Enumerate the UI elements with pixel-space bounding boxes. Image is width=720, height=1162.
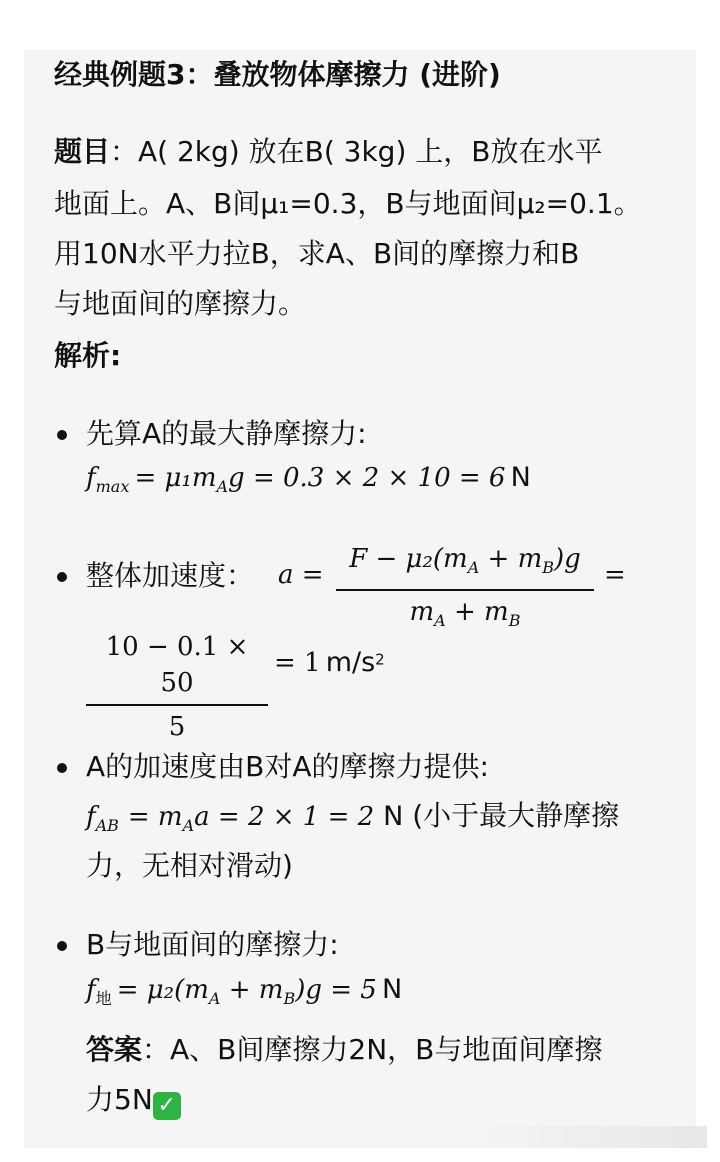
formula-fmax: $f_{max} = \mu_1m_Ag = 0.3 \times 2 \times 10 = 6$ N <box>86 462 531 496</box>
bullet-dot <box>57 941 67 951</box>
bullet-dot <box>57 430 67 440</box>
formula-a-result: = 1 $m/s^2$ <box>274 647 385 678</box>
problem-label: 题目 <box>54 135 111 168</box>
bullet-text-1: 先算A的最大静摩擦力: <box>86 417 367 450</box>
bullet-dot <box>57 572 67 582</box>
formula-a-lhs: a = <box>278 560 324 590</box>
answer-line-2: 力5N ✓ <box>86 1080 181 1120</box>
fraction-bar <box>336 589 594 591</box>
analysis-label: 解析: <box>54 339 122 372</box>
bullet-text-3: A的加速度由B对A的摩擦力提供: <box>86 750 489 783</box>
bullet-text-4: B与地面间的摩擦力: <box>86 928 339 961</box>
fraction-denominator: $m_A + m_B$ <box>409 597 521 630</box>
answer-label: 答案 <box>86 1033 143 1066</box>
check-icon: ✓ <box>153 1092 181 1120</box>
page-title: 经典例题3：叠放物体摩擦力 (进阶) <box>54 58 501 91</box>
problem-line-3: 用10N水平力拉B，求A、B间的摩擦力和B <box>54 237 580 270</box>
bullet-dot <box>57 763 67 773</box>
fraction-numerator-2: 10 − 0.1 × 50 <box>105 632 249 698</box>
problem-line-2: 地面上。A、B间μ₁=0.3，B与地面间μ₂=0.1。 <box>54 187 642 220</box>
answer-line-1: 答案：A、B间摩擦力2N，B与地面间摩擦 <box>86 1033 603 1066</box>
problem-line-4: 与地面间的摩擦力。 <box>54 287 307 320</box>
bottom-fade-bar <box>462 1126 707 1148</box>
fraction-numeric <box>86 629 268 745</box>
formula-fground: $f_地 = \mu_2(m_A + m_B)g = 5$ N <box>86 974 403 1008</box>
bullet-text-2: 整体加速度： <box>86 559 255 592</box>
formula-fab-note: 力，无相对滑动) <box>86 849 293 882</box>
fraction-numerator: $F - \mu_2(m_A + m_B)g$ <box>349 544 581 577</box>
formula-fab: $f_{AB} = m_Aa = 2 \times 1 = 2$ N (小于最大静摩擦 <box>86 799 620 835</box>
fraction-bar-2 <box>86 704 268 706</box>
fraction-acceleration <box>336 541 594 639</box>
formula-equals: = <box>604 560 626 590</box>
problem-line-1: 题目：A( 2kg) 放在B( 3kg) 上，B放在水平 <box>54 135 603 168</box>
fraction-denominator-2: 5 <box>168 712 186 742</box>
